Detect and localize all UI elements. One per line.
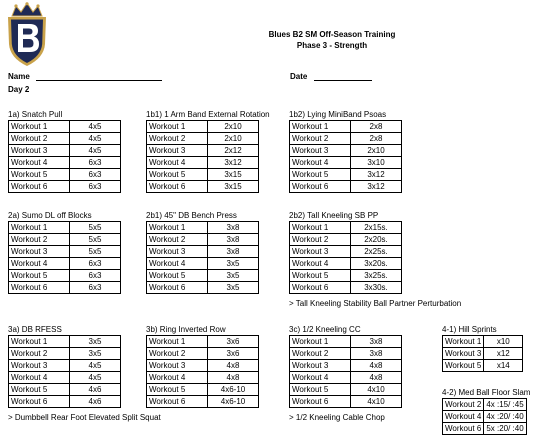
note-3a: > Dumbbell Rear Foot Elevated Split Squat [8,413,161,422]
table-row [290,258,402,270]
workout-table [289,221,402,294]
table-row [290,384,402,396]
sets-reps-cell: 3x8 [351,336,402,348]
section-title: 1b1) 1 Arm Band External Rotation [146,110,270,119]
sets-reps-cell: 3x5 [70,336,121,348]
section-1b2 [289,110,402,193]
sets-reps-cell: 4x5 [70,121,121,133]
table-row [147,282,259,294]
sets-reps-cell: 2x12 [208,145,259,157]
table-row [9,384,121,396]
sets-reps-cell: 4x6-10 [208,396,259,408]
table-row [9,181,121,193]
sets-reps-cell: 4x8 [351,360,402,372]
sets-reps-cell: 3x20s. [351,258,402,270]
table-row [290,133,402,145]
sets-reps-cell: 3x30s. [351,282,402,294]
workout-label-cell: Workout 2 [443,399,484,411]
sets-reps-cell: 4x8 [208,372,259,384]
sets-reps-cell: 6x3 [70,258,121,270]
sets-reps-cell: 4x6 [70,384,121,396]
title-line-2: Phase 3 - Strength [296,41,368,50]
section-2b1 [146,211,259,294]
table-row [443,348,523,360]
workout-table [289,120,402,193]
workout-table [146,335,259,408]
workout-label-cell: Workout 6 [290,396,351,408]
workout-label-cell: Workout 5 [9,270,70,282]
section-3b [146,325,259,408]
table-row [290,157,402,169]
sets-reps-cell: 5x5 [70,246,121,258]
section-title: 4-2) Med Ball Floor Slam [442,388,531,397]
workout-label-cell: Workout 5 [147,384,208,396]
workout-label-cell: Workout 5 [147,270,208,282]
section-4-2 [442,388,530,435]
section-title: 3b) Ring Inverted Row [146,325,226,334]
sets-reps-cell: 3x25s. [351,270,402,282]
sets-reps-cell: 4x10 [351,384,402,396]
section-1a [8,110,121,193]
workout-label-cell: Workout 6 [290,181,351,193]
table-row [290,282,402,294]
sets-reps-cell: 3x15 [208,169,259,181]
sets-reps-cell: 4x8 [208,360,259,372]
workout-table [289,335,402,408]
table-row [443,423,527,435]
workout-label-cell: Workout 4 [290,372,351,384]
workout-label-cell: Workout 2 [147,234,208,246]
workout-table [146,221,259,294]
table-row [9,372,121,384]
table-row [290,336,402,348]
workout-label-cell: Workout 5 [443,360,484,372]
workout-label-cell: Workout 5 [9,384,70,396]
sets-reps-cell: x10 [484,336,523,348]
sets-reps-cell: 3x5 [208,270,259,282]
workout-label-cell: Workout 5 [147,169,208,181]
sets-reps-cell: 2x8 [351,133,402,145]
date-line[interactable] [314,72,372,81]
workout-table [8,335,121,408]
sets-reps-cell: 3x5 [208,258,259,270]
sets-reps-cell: 4x5 [70,133,121,145]
section-title: 2b2) Tall Kneeling SB PP [289,211,379,220]
table-row [443,399,527,411]
workout-label-cell: Workout 4 [290,157,351,169]
workout-label-cell: Workout 3 [9,145,70,157]
table-row [443,411,527,423]
table-row [9,246,121,258]
workout-label-cell: Workout 1 [290,121,351,133]
sets-reps-cell: 2x10 [351,145,402,157]
table-row [9,348,121,360]
workout-label-cell: Workout 2 [290,348,351,360]
sets-reps-cell: 6x3 [70,181,121,193]
day-label: Day 2 [8,85,30,94]
workout-label-cell: Workout 4 [147,157,208,169]
workout-label-cell: Workout 3 [9,360,70,372]
section-title: 4-1) Hill Sprints [442,325,497,334]
workout-table [146,120,259,193]
section-1b1 [146,110,270,193]
sets-reps-cell: 2x10 [208,121,259,133]
table-row [147,133,259,145]
table-row [147,181,259,193]
table-row [290,234,402,246]
table-row [9,145,121,157]
table-row [147,157,259,169]
sets-reps-cell: 6x3 [70,282,121,294]
sets-reps-cell: 5x5 [70,234,121,246]
sets-reps-cell: x12 [484,348,523,360]
workout-label-cell: Workout 6 [290,282,351,294]
sets-reps-cell: 5x :20/ :40 [484,423,526,435]
workout-label-cell: Workout 2 [290,234,351,246]
workout-label-cell: Workout 3 [290,360,351,372]
note-2b2: > Tall Kneeling Stability Ball Partner Perturbation [289,299,462,308]
table-row [9,133,121,145]
name-line[interactable] [36,72,162,81]
table-row [147,222,259,234]
table-row [9,234,121,246]
sets-reps-cell: 3x15 [208,181,259,193]
workout-label-cell: Workout 4 [290,258,351,270]
sets-reps-cell: 2x8 [351,121,402,133]
workout-label-cell: Workout 2 [147,348,208,360]
section-2b2 [289,211,402,294]
workout-label-cell: Workout 2 [9,348,70,360]
sets-reps-cell: 2x15s. [351,222,402,234]
workout-label-cell: Workout 1 [9,222,70,234]
sets-reps-cell: 6x3 [70,270,121,282]
sets-reps-cell: 3x8 [208,234,259,246]
table-row [290,270,402,282]
section-4-1 [442,325,523,372]
workout-label-cell: Workout 3 [290,246,351,258]
table-row [147,360,259,372]
workout-table [8,221,121,294]
sets-reps-cell: 2x25s. [351,246,402,258]
sets-reps-cell: 4x5 [70,372,121,384]
page-title [262,29,402,51]
workout-label-cell: Workout 6 [9,282,70,294]
workout-table [442,398,527,435]
table-row [147,145,259,157]
workout-label-cell: Workout 1 [147,121,208,133]
table-row [9,396,121,408]
table-row [147,348,259,360]
workout-label-cell: Workout 6 [443,423,484,435]
table-row [290,169,402,181]
sets-reps-cell: 4x10 [351,396,402,408]
sets-reps-cell: 6x3 [70,169,121,181]
workout-label-cell: Workout 3 [443,348,484,360]
table-row [9,258,121,270]
sets-reps-cell: 3x12 [351,169,402,181]
workout-label-cell: Workout 4 [147,372,208,384]
workout-label-cell: Workout 6 [9,396,70,408]
table-row [147,396,259,408]
workout-label-cell: Workout 5 [290,169,351,181]
table-row [9,157,121,169]
workout-label-cell: Workout 6 [147,282,208,294]
sets-reps-cell: 3x12 [208,157,259,169]
table-row [9,282,121,294]
sets-reps-cell: 3x6 [208,348,259,360]
table-row [147,384,259,396]
table-row [9,360,121,372]
sets-reps-cell: 5x5 [70,222,121,234]
table-row [147,169,259,181]
workout-label-cell: Workout 5 [9,169,70,181]
sets-reps-cell: 3x8 [208,222,259,234]
table-row [290,372,402,384]
sets-reps-cell: 4x5 [70,360,121,372]
workout-label-cell: Workout 2 [147,133,208,145]
title-line-1: Blues B2 SM Off-Season Training [268,30,396,39]
sets-reps-cell: 3x6 [208,336,259,348]
table-row [147,372,259,384]
table-row [443,336,523,348]
table-row [147,234,259,246]
sets-reps-cell: 6x3 [70,157,121,169]
workout-label-cell: Workout 4 [9,258,70,270]
sets-reps-cell: 3x5 [70,348,121,360]
table-row [147,258,259,270]
section-title: 1b2) Lying MiniBand Psoas [289,110,387,119]
sets-reps-cell: 2x10 [208,133,259,145]
section-title: 2b1) 45" DB Bench Press [146,211,237,220]
table-row [147,270,259,282]
workout-label-cell: Workout 3 [147,145,208,157]
workout-label-cell: Workout 4 [9,157,70,169]
workout-label-cell: Workout 1 [290,336,351,348]
workout-label-cell: Workout 3 [9,246,70,258]
sets-reps-cell: 3x8 [351,348,402,360]
table-row [290,121,402,133]
table-row [290,348,402,360]
sets-reps-cell: 4x :20/ :40 [484,411,526,423]
workout-label-cell: Workout 2 [290,133,351,145]
sets-reps-cell: 3x5 [208,282,259,294]
sets-reps-cell: 4x6-10 [208,384,259,396]
table-row [9,336,121,348]
note-3c: > 1/2 Kneeling Cable Chop [289,413,385,422]
sets-reps-cell: 4x5 [70,145,121,157]
workout-label-cell: Workout 1 [443,336,484,348]
workout-label-cell: Workout 5 [290,270,351,282]
workout-label-cell: Workout 2 [9,133,70,145]
workout-label-cell: Workout 5 [290,384,351,396]
workout-label-cell: Workout 3 [147,246,208,258]
table-row [290,360,402,372]
workout-table [8,120,121,193]
section-3a [8,325,121,408]
workout-label-cell: Workout 3 [290,145,351,157]
table-row [9,270,121,282]
table-row [290,396,402,408]
table-row [290,222,402,234]
workout-label-cell: Workout 1 [290,222,351,234]
section-title: 2a) Sumo DL off Blocks [8,211,92,220]
workout-label-cell: Workout 3 [147,360,208,372]
workout-label-cell: Workout 1 [147,222,208,234]
table-row [443,360,523,372]
sets-reps-cell: 3x12 [351,181,402,193]
section-title: 3a) DB RFESS [8,325,62,334]
sets-reps-cell: 4x8 [351,372,402,384]
sets-reps-cell: 4x6 [70,396,121,408]
date-label: Date [290,72,308,81]
table-row [147,336,259,348]
sets-reps-cell: 3x8 [208,246,259,258]
table-row [290,181,402,193]
table-row [9,169,121,181]
table-row [147,121,259,133]
workout-label-cell: Workout 6 [147,396,208,408]
workout-label-cell: Workout 6 [147,181,208,193]
workout-table [442,335,523,372]
workout-label-cell: Workout 1 [9,121,70,133]
table-row [290,145,402,157]
workout-label-cell: Workout 1 [9,336,70,348]
sets-reps-cell: 4x :15/ :45 [484,399,526,411]
date-field [290,72,372,81]
name-label: Name [8,72,30,81]
sets-reps-cell: 2x20s. [351,234,402,246]
section-title: 3c) 1/2 Kneeling CC [289,325,361,334]
workout-label-cell: Workout 6 [9,181,70,193]
section-title: 1a) Snatch Pull [8,110,63,119]
table-row [9,121,121,133]
section-2a [8,211,121,294]
sets-reps-cell: 3x10 [351,157,402,169]
section-3c [289,325,402,408]
workout-label-cell: Workout 4 [9,372,70,384]
workout-label-cell: Workout 4 [443,411,484,423]
workout-label-cell: Workout 4 [147,258,208,270]
blues-logo-icon [4,2,50,68]
table-row [147,246,259,258]
table-row [290,246,402,258]
name-field [8,72,162,81]
table-row [9,222,121,234]
workout-label-cell: Workout 2 [9,234,70,246]
sets-reps-cell: x14 [484,360,523,372]
workout-label-cell: Workout 1 [147,336,208,348]
